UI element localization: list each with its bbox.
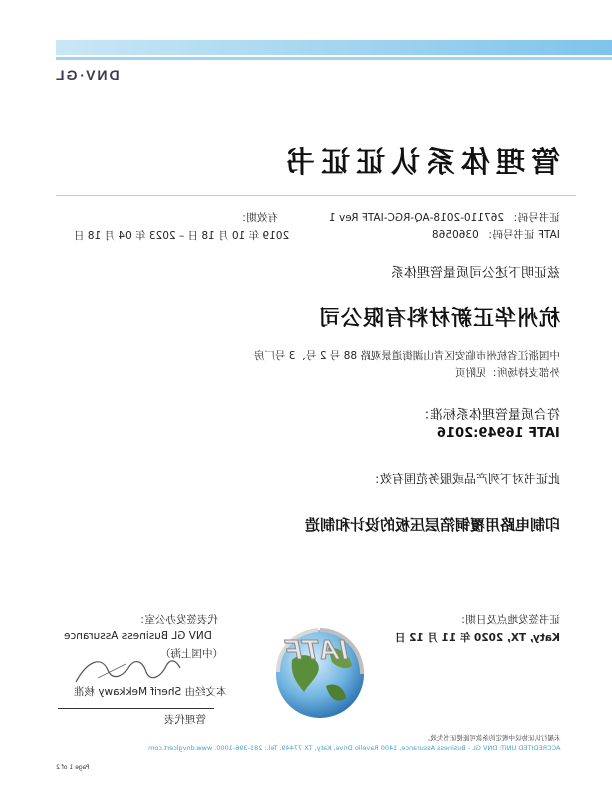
scope-value: 印制电路用覆铜箔层压板的设计和制造 — [304, 516, 560, 534]
office-label: 代表签发办公室： — [134, 614, 218, 626]
signer-line: 本文经由 Sherif Mekkawy 核准 — [74, 686, 227, 698]
validity-period: 2019 年 10 月 18 日 – 2023 年 04 月 18 日 — [74, 230, 290, 242]
office-city: （中国上海） — [160, 648, 223, 660]
standard-label: 符合质量管理体系标准： — [416, 408, 560, 423]
header-band — [56, 40, 612, 55]
page-number: Page 1 of 2 — [56, 764, 90, 771]
issue-place-label: 证书签发地点及日期： — [455, 614, 560, 626]
iatf-certificate-number: IATF 证书号码： 0360568 — [432, 229, 560, 241]
scope-label: 此证书对下列产品或服务范围有效： — [367, 472, 560, 486]
office-name: DNV GL Business Assurance — [64, 630, 212, 642]
validity-label: 有效期： — [236, 212, 278, 224]
company-address: 中国浙江省杭州市临安区青山湖街道景观路 88 号 2 号、3 号厂房 — [254, 350, 560, 362]
company-name: 杭州华正新材料有限公司 — [318, 305, 560, 330]
issue-place-date: Katy, TX, 2020 年 11 月 12 日 — [394, 632, 560, 644]
iatf-badge-text: IATF — [284, 634, 349, 665]
footer-note: 未履行认证协议中规定的条款可能使证书失效。 — [423, 734, 560, 742]
intro-text: 兹证明下述公司质量管理体系 — [390, 266, 560, 281]
certificate-title: 管理体系认证证书 — [279, 145, 560, 179]
standard-value: IATF 16949:2016 — [437, 426, 560, 441]
globe-icon — [262, 612, 372, 722]
footer-address: ACCREDITED UNIT: DNV GL - Business Assurance, 1400 Ravello Drive, Katy, TX 77449. Tel.: 281-396-1000. www.dnvglcert.com — [147, 744, 560, 752]
header-band-line — [56, 57, 612, 60]
logo-text: DNV·GL — [54, 67, 120, 83]
certificate-number: 证书号码： 267110-2018-AQ-RGC-IATF Rev 1 — [329, 212, 560, 224]
signature-line — [58, 708, 214, 709]
title-divider — [56, 195, 576, 196]
iatf-logo — [262, 612, 372, 722]
remote-support: 外部支持场所：见附页 — [455, 367, 560, 379]
dnv-gl-logo — [54, 67, 120, 83]
signer-title: 管理代表 — [164, 714, 206, 726]
